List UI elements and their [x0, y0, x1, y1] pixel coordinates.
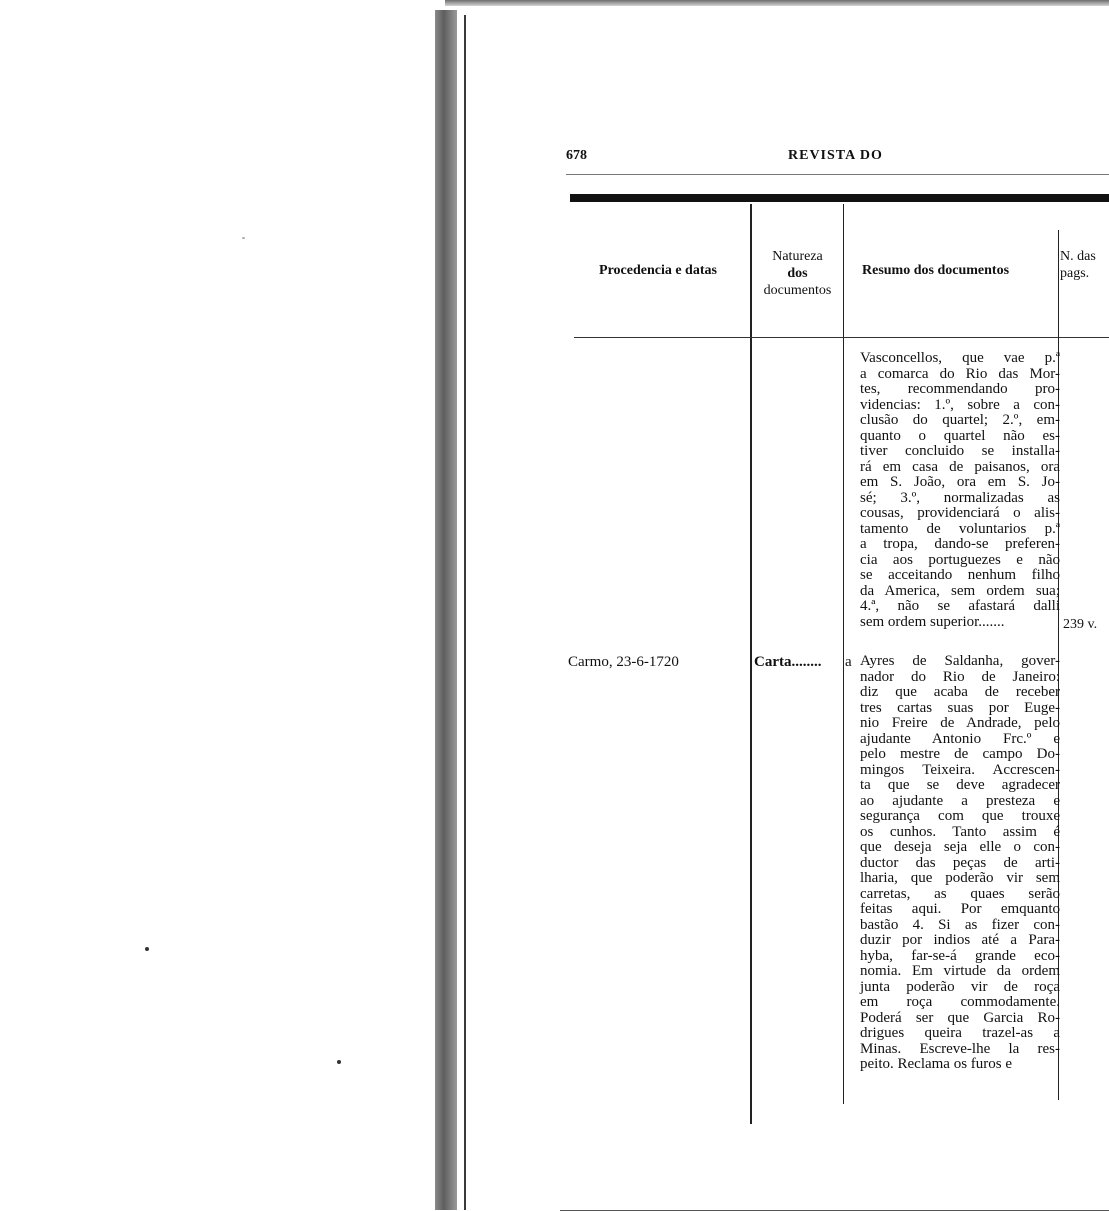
resumo-line: hyba, far-se-á grande eco-	[860, 947, 1060, 964]
column-header-natureza-line: documentos	[763, 283, 832, 298]
resumo-line: ao ajudante a presteza e	[860, 792, 1060, 809]
resumo-line: ta que se deve agradecer	[860, 777, 1060, 793]
resumo-line: sé; 3.º, normalizadas as	[860, 489, 1060, 506]
resumo-line: nador do Rio de Janeiro:	[860, 668, 1060, 685]
column-header-natureza-line: dos	[787, 266, 808, 281]
book-gutter-line	[464, 15, 466, 1210]
header-rule-thin	[566, 174, 1109, 175]
resumo-line: em roça commodamente.	[860, 994, 1060, 1010]
resumo-line: cousas, providenciará o alis-	[860, 505, 1060, 521]
resumo-line: nio Freire de Andrade, pelo	[860, 715, 1060, 731]
resumo-line: rá em casa de paisanos, ora	[860, 458, 1060, 475]
resumo-line: quanto o quartel não es-	[860, 427, 1060, 444]
resumo-line: Ayres de Saldanha, gover-	[860, 653, 1060, 669]
resumo-line: da America, sem ordem sua;	[860, 582, 1060, 599]
resumo-line: bastão 4. Si as fizer con-	[860, 916, 1060, 933]
column-header-pags-line: N. das	[1060, 249, 1096, 264]
resumo-line: tes, recommendando pro-	[860, 381, 1060, 397]
entry-2-procedencia: Carmo, 23-6-1720	[568, 654, 679, 670]
resumo-line: ajudante Antonio Frc.º e	[860, 730, 1060, 747]
resumo-line: a comarca do Rio das Mor-	[860, 365, 1060, 382]
column-header-procedencia: Procedencia e datas	[599, 263, 717, 278]
resumo-line: duzir por indios até a Para-	[860, 932, 1060, 948]
resumo-line: que deseja seja elle o con-	[860, 839, 1060, 855]
entry-1-resumo	[860, 351, 1060, 630]
entry-2-natureza: Carta........	[754, 654, 822, 670]
resumo-line: peito. Reclama os furos e	[860, 1056, 1013, 1072]
column-divider	[843, 204, 844, 1104]
resumo-line: ductor das peças de arti-	[860, 854, 1060, 871]
running-header	[566, 148, 1109, 168]
resumo-line: segurança com que trouxe	[860, 808, 1060, 824]
resumo-line: se acceitando nenhum filho	[860, 567, 1060, 583]
resumo-line: cia aos portuguezes e não	[860, 551, 1060, 568]
column-header-resumo: Resumo dos documentos	[862, 263, 1010, 278]
resumo-line: os cunhos. Tanto assim é	[860, 823, 1060, 840]
column-divider	[750, 204, 752, 1124]
resumo-line: pelo mestre de campo Do-	[860, 746, 1060, 762]
resumo-line: diz que acaba de receber	[860, 684, 1060, 700]
resumo-line: drigues queira trazel-as a	[860, 1025, 1060, 1041]
scan-speck	[242, 237, 245, 239]
resumo-line: tres cartas suas por Euge-	[860, 699, 1060, 716]
scan-speck	[337, 1060, 341, 1064]
header-rule-thick	[570, 194, 1109, 202]
resumo-line: carretas, as quaes serão	[860, 885, 1060, 902]
resumo-line: mingos Teixeira. Accrescen-	[860, 761, 1060, 778]
resumo-line: Vasconcellos, que vae p.ª	[860, 350, 1060, 366]
column-header-natureza-line: Natureza	[772, 249, 823, 264]
page-top-edge	[445, 0, 1109, 6]
entry-2-resumo	[860, 654, 1060, 1073]
resumo-line: junta poderão vir de roça	[860, 978, 1060, 995]
entry-1-pags: 239 v.	[1063, 617, 1098, 632]
resumo-line: em S. João, ora em S. Jo-	[860, 474, 1060, 490]
resumo-line: a tropa, dando-se preferen-	[860, 536, 1060, 552]
resumo-line: feitas aqui. Por emquanto	[860, 901, 1060, 917]
resumo-line: clusão do quartel; 2.º, em-	[860, 412, 1060, 428]
page-number: 678	[566, 148, 587, 163]
column-header-pags	[1060, 248, 1109, 282]
resumo-line: Minas. Escreve-lhe la res-	[860, 1040, 1060, 1057]
scan-speck	[145, 947, 149, 951]
resumo-line: lharia, que poderão vir sem	[860, 870, 1060, 886]
entry-2-prefix: a	[845, 654, 852, 670]
resumo-line: 4.ª, não se afastará dalli	[860, 598, 1060, 614]
column-header-natureza	[752, 248, 843, 299]
book-gutter-shadow	[435, 10, 457, 1210]
header-bottom-rule	[574, 337, 1109, 338]
resumo-line: videncias: 1.º, sobre a con-	[860, 396, 1060, 413]
resumo-line: tiver concluido se installa-	[860, 443, 1060, 459]
resumo-line: nomia. Em virtude da ordem	[860, 963, 1060, 979]
column-header-pags-line: pags.	[1060, 266, 1090, 281]
resumo-line: sem ordem superior.......	[860, 613, 1005, 630]
running-title: REVISTA DO	[788, 148, 883, 163]
resumo-line: Poderá ser que Garcia Ro-	[860, 1009, 1060, 1026]
resumo-line: tamento de voluntarios p.ª	[860, 520, 1060, 537]
